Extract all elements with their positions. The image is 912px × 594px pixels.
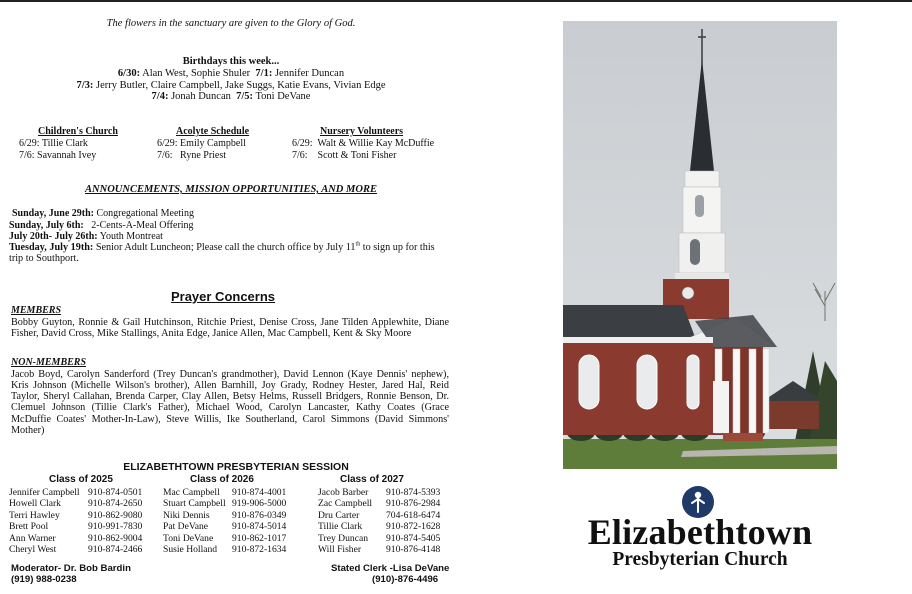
announcements-heading: ANNOUNCEMENTS, MISSION OPPORTUNITIES, AND MORE [85,184,377,195]
acolyte-line: 7/6: Ryne Priest [157,149,227,161]
session-member-name: Cheryl West [9,544,57,556]
session-member-name: Jacob Barber [318,487,369,498]
session-member-phone: 910-874-5014 [232,521,287,533]
session-member-row [163,510,286,521]
session-member-row [318,510,440,521]
logo-name: Elizabethtown [587,512,813,552]
session-member-name: Mac Campbell [163,487,220,498]
session-heading: ELIZABETHTOWN PRESBYTERIAN SESSION [123,461,349,473]
nursery-line: 6/29: Walt & Willie Kay McDuffie [292,138,435,149]
session-member-row [318,544,440,555]
session-member-name: Brett Pool [9,521,49,533]
session-class-title: Class of 2025 [49,474,113,485]
members-heading: MEMBERS [11,305,62,316]
nursery-line: 7/6: Scott & Toni Fisher [292,149,397,161]
session-member-name: Trey Duncan [318,532,369,544]
session-member-row [318,521,440,532]
session-class-title: Class of 2027 [340,474,404,485]
session-member-phone: 910-876-4148 [386,544,441,556]
session-member-row [318,487,440,498]
top-rule [0,0,912,2]
nonmembers-list: Jacob Boyd, Carolyn Sanderford (Trey Duncan's grandmother), David Lennon (Kaye Dennis' nephew), Kris Johnson (Michelle Wilson's brother), Allen Barnhill, Joy Grady, Rodney Hester, Jared Hal, Reid Taylor, Sheryl Callahan, Brenda Carper, Clay Allen, Betsy Helms, Russell Bridgers, Ronnie Benson, Dr. Clemuel Johnson (Tillie Clark's Father), Michael Wood, Carolyn Lancaster, Kathy Coates (Grace McDuffie Coates' Mother-In-Law), Steve Willis, Ike Southerland, Carol Simmons (David Simmons' Mother) [11,368,449,436]
childrens-church-line: 7/6: Savannah Ivey [19,149,97,161]
session-member-phone: 910-874-2466 [88,544,143,556]
church-photo [563,21,837,469]
birthday-line: 7/3: Jerry Butler, Claire Campbell, Jake Suggs, Katie Evans, Vivian Edge [76,79,386,91]
birthdays-heading: Birthdays this week... [182,56,280,67]
moderator: Moderator- Dr. Bob Bardin [11,563,131,574]
announcement-item: Sunday, June 29th: Congregational Meeting [12,208,194,219]
nonmembers-heading: NON-MEMBERS [11,357,87,368]
moderator-phone: (919) 988-0238 [11,574,77,585]
prayer-heading: Prayer Concerns [170,289,276,304]
session-member-row [163,487,286,498]
session-member-name: Tillie Clark [318,521,363,533]
session-member-name: Niki Dennis [163,509,210,521]
session-member-name: Toni DeVane [163,532,214,544]
session-member-phone: 910-876-0349 [232,509,287,521]
session-member-name: Terri Hawley [9,509,60,521]
acolyte-heading: Acolyte Schedule [176,126,250,137]
session-member-phone: 910-874-0501 [88,487,143,498]
session-member-phone: 919-906-5000 [232,498,287,510]
session-member-name: Pat DeVane [163,521,209,533]
session-member-phone: 910-872-1628 [386,521,441,533]
session-member-name: Stuart Campbell [163,498,226,510]
session-member-row [163,533,286,544]
session-member-row [163,544,286,555]
stated-clerk: Stated Clerk -Lisa DeVane [331,563,450,574]
announcement-item: July 20th- July 26th: Youth Montreat [9,231,163,242]
session-member-name: Howell Clark [9,498,61,510]
session-member-row [318,498,440,509]
session-member-row [163,521,286,532]
session-member-name: Will Fisher [318,544,362,556]
flowers-note: The flowers in the sanctuary are given to the Glory of God. [106,18,356,29]
announcement-item: Tuesday, July 19th: Senior Adult Luncheon; Please call the church office by July 11th to sign up for this trip to Southport. [9,241,435,265]
session-member-row [9,510,142,521]
session-member-phone: 910-876-2984 [386,498,441,510]
stated-clerk-phone: (910)-876-4496 [372,574,439,585]
session-member-row [163,498,286,509]
childrens-church-line: 6/29: Tillie Clark [19,138,88,149]
session-member-phone: 910-872-1634 [232,544,287,556]
birthday-line: 7/4: Jonah Duncan 7/5: Toni DeVane [151,91,311,102]
session-member-row [318,533,440,544]
session-member-name: Jennifer Campbell [9,487,80,498]
session-member-phone: 910-862-1017 [232,532,287,544]
session-member-name: Dru Carter [318,509,360,521]
session-member-phone: 910-874-5393 [386,487,441,498]
childrens-church-heading: Children's Church [38,126,118,137]
birthday-line: 6/30: Alan West, Sophie Shuler 7/1: Jennifer Duncan [117,68,345,79]
session-member-phone: 910-862-9004 [88,532,143,544]
session-class-table [163,487,286,555]
session-member-phone: 910-862-9080 [88,509,143,521]
session-member-phone: 910-991-7830 [88,521,143,533]
announcement-item: Sunday, July 6th: 2-Cents-A-Meal Offering [9,219,194,231]
session-member-row [9,533,142,544]
session-member-row [9,521,142,532]
session-member-name: Zac Campbell [318,498,373,510]
session-member-phone: 910-874-5405 [386,532,441,544]
acolyte-line: 6/29: Emily Campbell [157,138,246,149]
nursery-heading: Nursery Volunteers [320,126,404,137]
session-member-name: Susie Holland [163,544,218,556]
session-member-row [9,487,142,498]
session-member-phone: 910-874-2650 [88,498,143,510]
session-member-phone: 910-874-4001 [232,487,287,498]
session-member-row [9,544,142,555]
session-member-phone: 704-618-6474 [386,509,441,521]
session-member-name: Ann Warner [9,532,56,544]
logo-subtitle: Presbyterian Church [612,549,788,570]
session-class-table [318,487,440,555]
session-class-table [9,487,142,555]
session-class-title: Class of 2026 [190,474,254,485]
session-member-row [9,498,142,509]
members-list: Bobby Guyton, Ronnie & Gail Hutchinson, Ritchie Priest, Denise Cross, Jane Tilden Applewhite, Diane Fisher, David Cross, Mike Stallings, Anita Edge, Janice Allen, Mac Campbell, Kent & Sky Moore [11,317,449,340]
